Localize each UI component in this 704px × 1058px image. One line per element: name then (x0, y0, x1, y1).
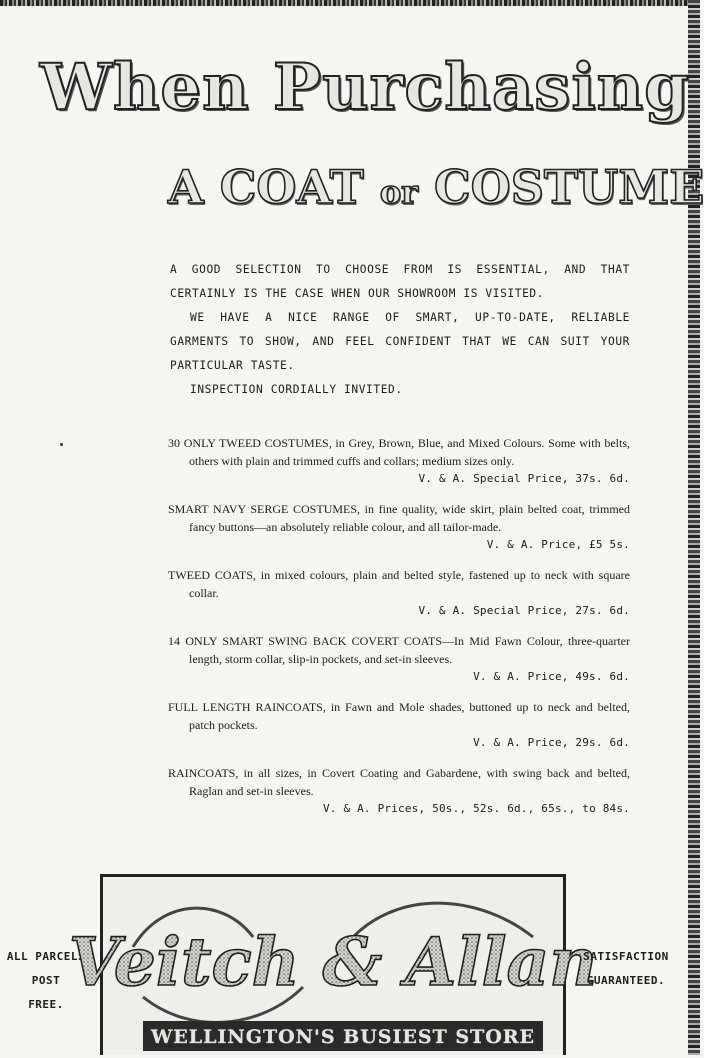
item-price: V. & A. Prices, 50s., 52s. 6d., 65s., to 84s. (322, 802, 630, 815)
subhead (168, 160, 704, 214)
side-left-line: POST (31, 974, 61, 987)
item-list (168, 434, 630, 830)
subhead-or: or (379, 173, 419, 211)
side-left-line: ALL PARCELS (6, 950, 86, 963)
item-description: TWEED COATS, in mixed colours, plain and belted style, fastened up to neck with square collar. (168, 568, 630, 600)
item-price: V. & A. Price, 49s. 6d. (473, 670, 630, 683)
item-description: 14 ONLY SMART SWING BACK COVERT COATS—In Mid Fawn Colour, three-quarter length, storm collar, slip-in pockets, and set-in sleeves. (168, 634, 630, 666)
intro-paragraph-2: WE HAVE A NICE RANGE OF SMART, UP-TO-DATE, RELIABLE GARMENTS TO SHOW, AND FEEL CONFIDENT THAT WE CAN SUIT YOUR PARTICULAR TASTE. (170, 311, 630, 372)
list-item (168, 500, 630, 554)
item-price: V. & A. Price, £5 5s. (486, 538, 630, 551)
side-right-line: GUARANTEED. (586, 974, 666, 987)
logo-art (68, 877, 598, 1058)
list-item (168, 566, 630, 620)
side-left-line: FREE. (28, 998, 64, 1011)
item-description: RAINCOATS, in all sizes, in Covert Coating and Gabardene, with swing back and belted, Raglan and set-in sleeves. (168, 766, 630, 798)
item-price: V. & A. Special Price, 27s. 6d. (418, 604, 630, 617)
item-description: FULL LENGTH RAINCOATS, in Fawn and Mole shades, buttoned up to neck and belted, patch pockets. (168, 700, 630, 732)
item-description: SMART NAVY SERGE COSTUMES, in fine quality, wide skirt, plain belted coat, trimmed fancy buttons—an absolutely reliable colour, and all tailor-made. (168, 502, 630, 534)
list-item (168, 764, 630, 818)
print-speck (60, 443, 63, 446)
logo-banner-text: WELLINGTON'S BUSIEST STORE (150, 1026, 536, 1048)
item-description: 30 ONLY TWEED COSTUMES, in Grey, Brown, Blue, and Mixed Colours. Some with belts, others with plain and trimmed cuffs and collars; medium sizes only. (168, 436, 630, 468)
subhead-part2: COSTUME (434, 160, 704, 214)
store-logo (68, 874, 598, 1055)
logo-script: Veitch & Allan (68, 923, 598, 1001)
intro-paragraph-1: A GOOD SELECTION TO CHOOSE FROM IS ESSENTIAL, AND THAT CERTAINLY IS THE CASE WHEN OUR SHOWROOM IS VISITED. (170, 263, 630, 300)
top-border-rule (0, 0, 700, 6)
list-item (168, 632, 630, 686)
right-border-rule (688, 0, 700, 1055)
list-item (168, 434, 630, 488)
list-item (168, 698, 630, 752)
intro-text (170, 258, 630, 402)
subhead-part1: A COAT (168, 160, 364, 214)
item-price: V. & A. Price, 29s. 6d. (473, 736, 630, 749)
satisfaction-guaranteed-note (574, 945, 678, 993)
item-price: V. & A. Special Price, 37s. 6d. (418, 472, 630, 485)
headline: When Purchasing (40, 50, 690, 125)
side-right-line: SATISFACTION (583, 950, 669, 963)
intro-paragraph-3: INSPECTION CORDIALLY INVITED. (190, 383, 403, 396)
